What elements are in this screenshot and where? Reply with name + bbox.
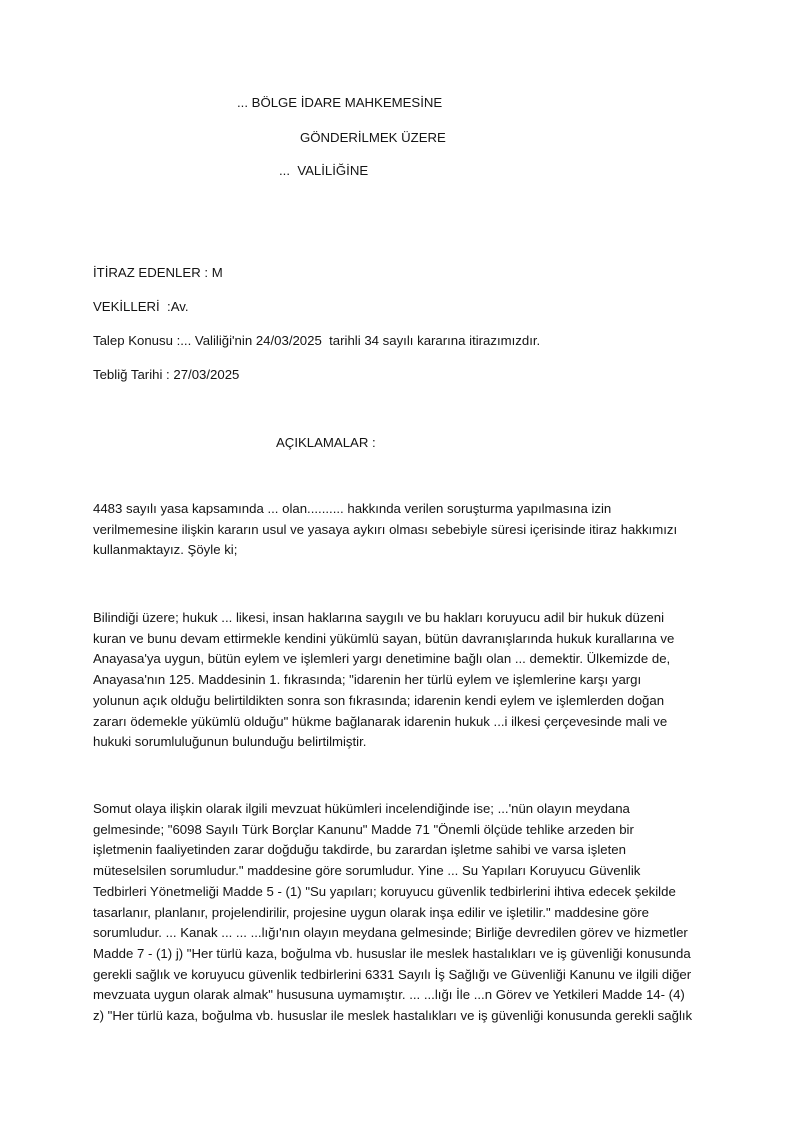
paragraph-intro	[93, 499, 713, 561]
governorship-heading: ... VALİLİĞİNE	[279, 163, 369, 178]
paragraph-line: Anayasa'ya uygun, bütün eylem ve işlemleri yargı denetimine bağlı olan ... demektir. Ülkemizde de,	[93, 651, 671, 667]
paragraph-line: müteselsilen sorumludur." maddesine göre sorumludur. Yine ... Su Yapıları Koruyucu Güvenlik	[93, 863, 641, 879]
paragraph-line: zararı ödemekle yükümlü olduğu" hükme bağlanarak idarenin hukuk ...i ilkesi çerçevesinde mali ve	[93, 713, 668, 729]
paragraph-line: kullanmaktayız. Şöyle ki;	[93, 542, 238, 558]
paragraph-line: Bilindiği üzere; hukuk ... likesi, insan haklarına saygılı ve bu hakları koruyucu adil bir hukuk düzeni	[93, 610, 665, 625]
sent-to-heading: GÖNDERİLMEK ÜZERE	[300, 130, 446, 145]
attorneys-line: VEKİLLERİ :Av.	[93, 299, 189, 314]
paragraph-line: sorumludur. ... Kanak ... ... ...lığı'nın olayın meydana gelmesinde; Birliğe devredilen görev ve hizmetler	[93, 925, 688, 941]
paragraph-line: yolunun açık olduğu belirtildikten sonra son fıkrasında; idarenin kendi eylem ve işlemlerden doğan	[93, 692, 665, 708]
paragraph-line: Somut olaya ilişkin olarak ilgili mevzuat hükümleri incelendiğinde ise; ...'nün olayın meydana	[93, 801, 630, 816]
paragraph-line: kuran ve bunu devam ettirmekle kendini yükümlü sayan, bütün davranışlarında hukuk kurallarına ve	[93, 630, 675, 646]
paragraph-line: Anayasa'nın 125. Maddesinin 1. fıkrasında; "idarenin her türlü eylem ve işlemlerine karşı yargı	[93, 672, 642, 688]
paragraph-line: tasarlanır, planlanır, projelendirilir, projesine uygun olarak inşa edilir ve işletilir." maddesine göre	[93, 904, 649, 920]
paragraph-legislation	[93, 799, 713, 1027]
section-title: AÇIKLAMALAR :	[276, 435, 376, 450]
paragraph-rule-of-law	[93, 608, 713, 753]
paragraph-line: hukuki sorumluluğunun bulunduğu belirtilmiştir.	[93, 734, 367, 750]
notification-date-line: Tebliğ Tarihi : 27/03/2025	[93, 367, 240, 382]
paragraph-line: 4483 sayılı yasa kapsamında ... olan.......... hakkında verilen soruşturma yapılmasına izin	[93, 501, 612, 516]
paragraph-line: gerekli sağlık ve koruyucu güvenlik tedbirlerini 6331 Sayılı İş Sağlığı ve Güvenliği Kanunu ve ilgili diğer	[93, 966, 692, 982]
paragraph-line: Madde 7 - (1) j) "Her türlü kaza, boğulma vb. hususlar ile meslek hastalıkları ve iş güvenliği konusunda	[93, 945, 691, 961]
subject-line: Talep Konusu :... Valiliği'nin 24/03/2025 tarihli 34 sayılı kararına itirazımızdır.	[93, 333, 541, 348]
paragraph-line: işletmenin faaliyetinden zarar doğduğu takdirde, bu zarardan işletme sahibi ve varsa işleten	[93, 842, 626, 858]
court-heading: ... BÖLGE İDARE MAHKEMESİNE	[237, 95, 443, 110]
paragraph-line: mevzuata uygun olarak almak" hususuna uymamıştır. ... ...lığı İle ...n Görev ve Yetkileri Madde 14- (4)	[93, 987, 685, 1003]
objector-line: İTİRAZ EDENLER : M	[93, 265, 223, 280]
paragraph-line: verilmemesine ilişkin kararın usul ve yasaya aykırı olması sebebiyle süresi içerisinde itiraz hakkımızı	[93, 521, 678, 537]
paragraph-line: gelmesinde; "6098 Sayılı Türk Borçlar Kanunu" Madde 71 "Önemli ölçüde tehlike arzeden bir	[93, 821, 634, 837]
paragraph-line: Tedbirleri Yönetmeliği Madde 5 - (1) "Su yapıları; koruyucu güvenlik tedbirlerini ihtiva edecek şekilde	[93, 883, 676, 899]
paragraph-line: z) "Her türlü kaza, boğulma vb. hususlar ile meslek hastalıkları ve iş güvenliği konusunda gerekli sağlık	[93, 1008, 693, 1024]
